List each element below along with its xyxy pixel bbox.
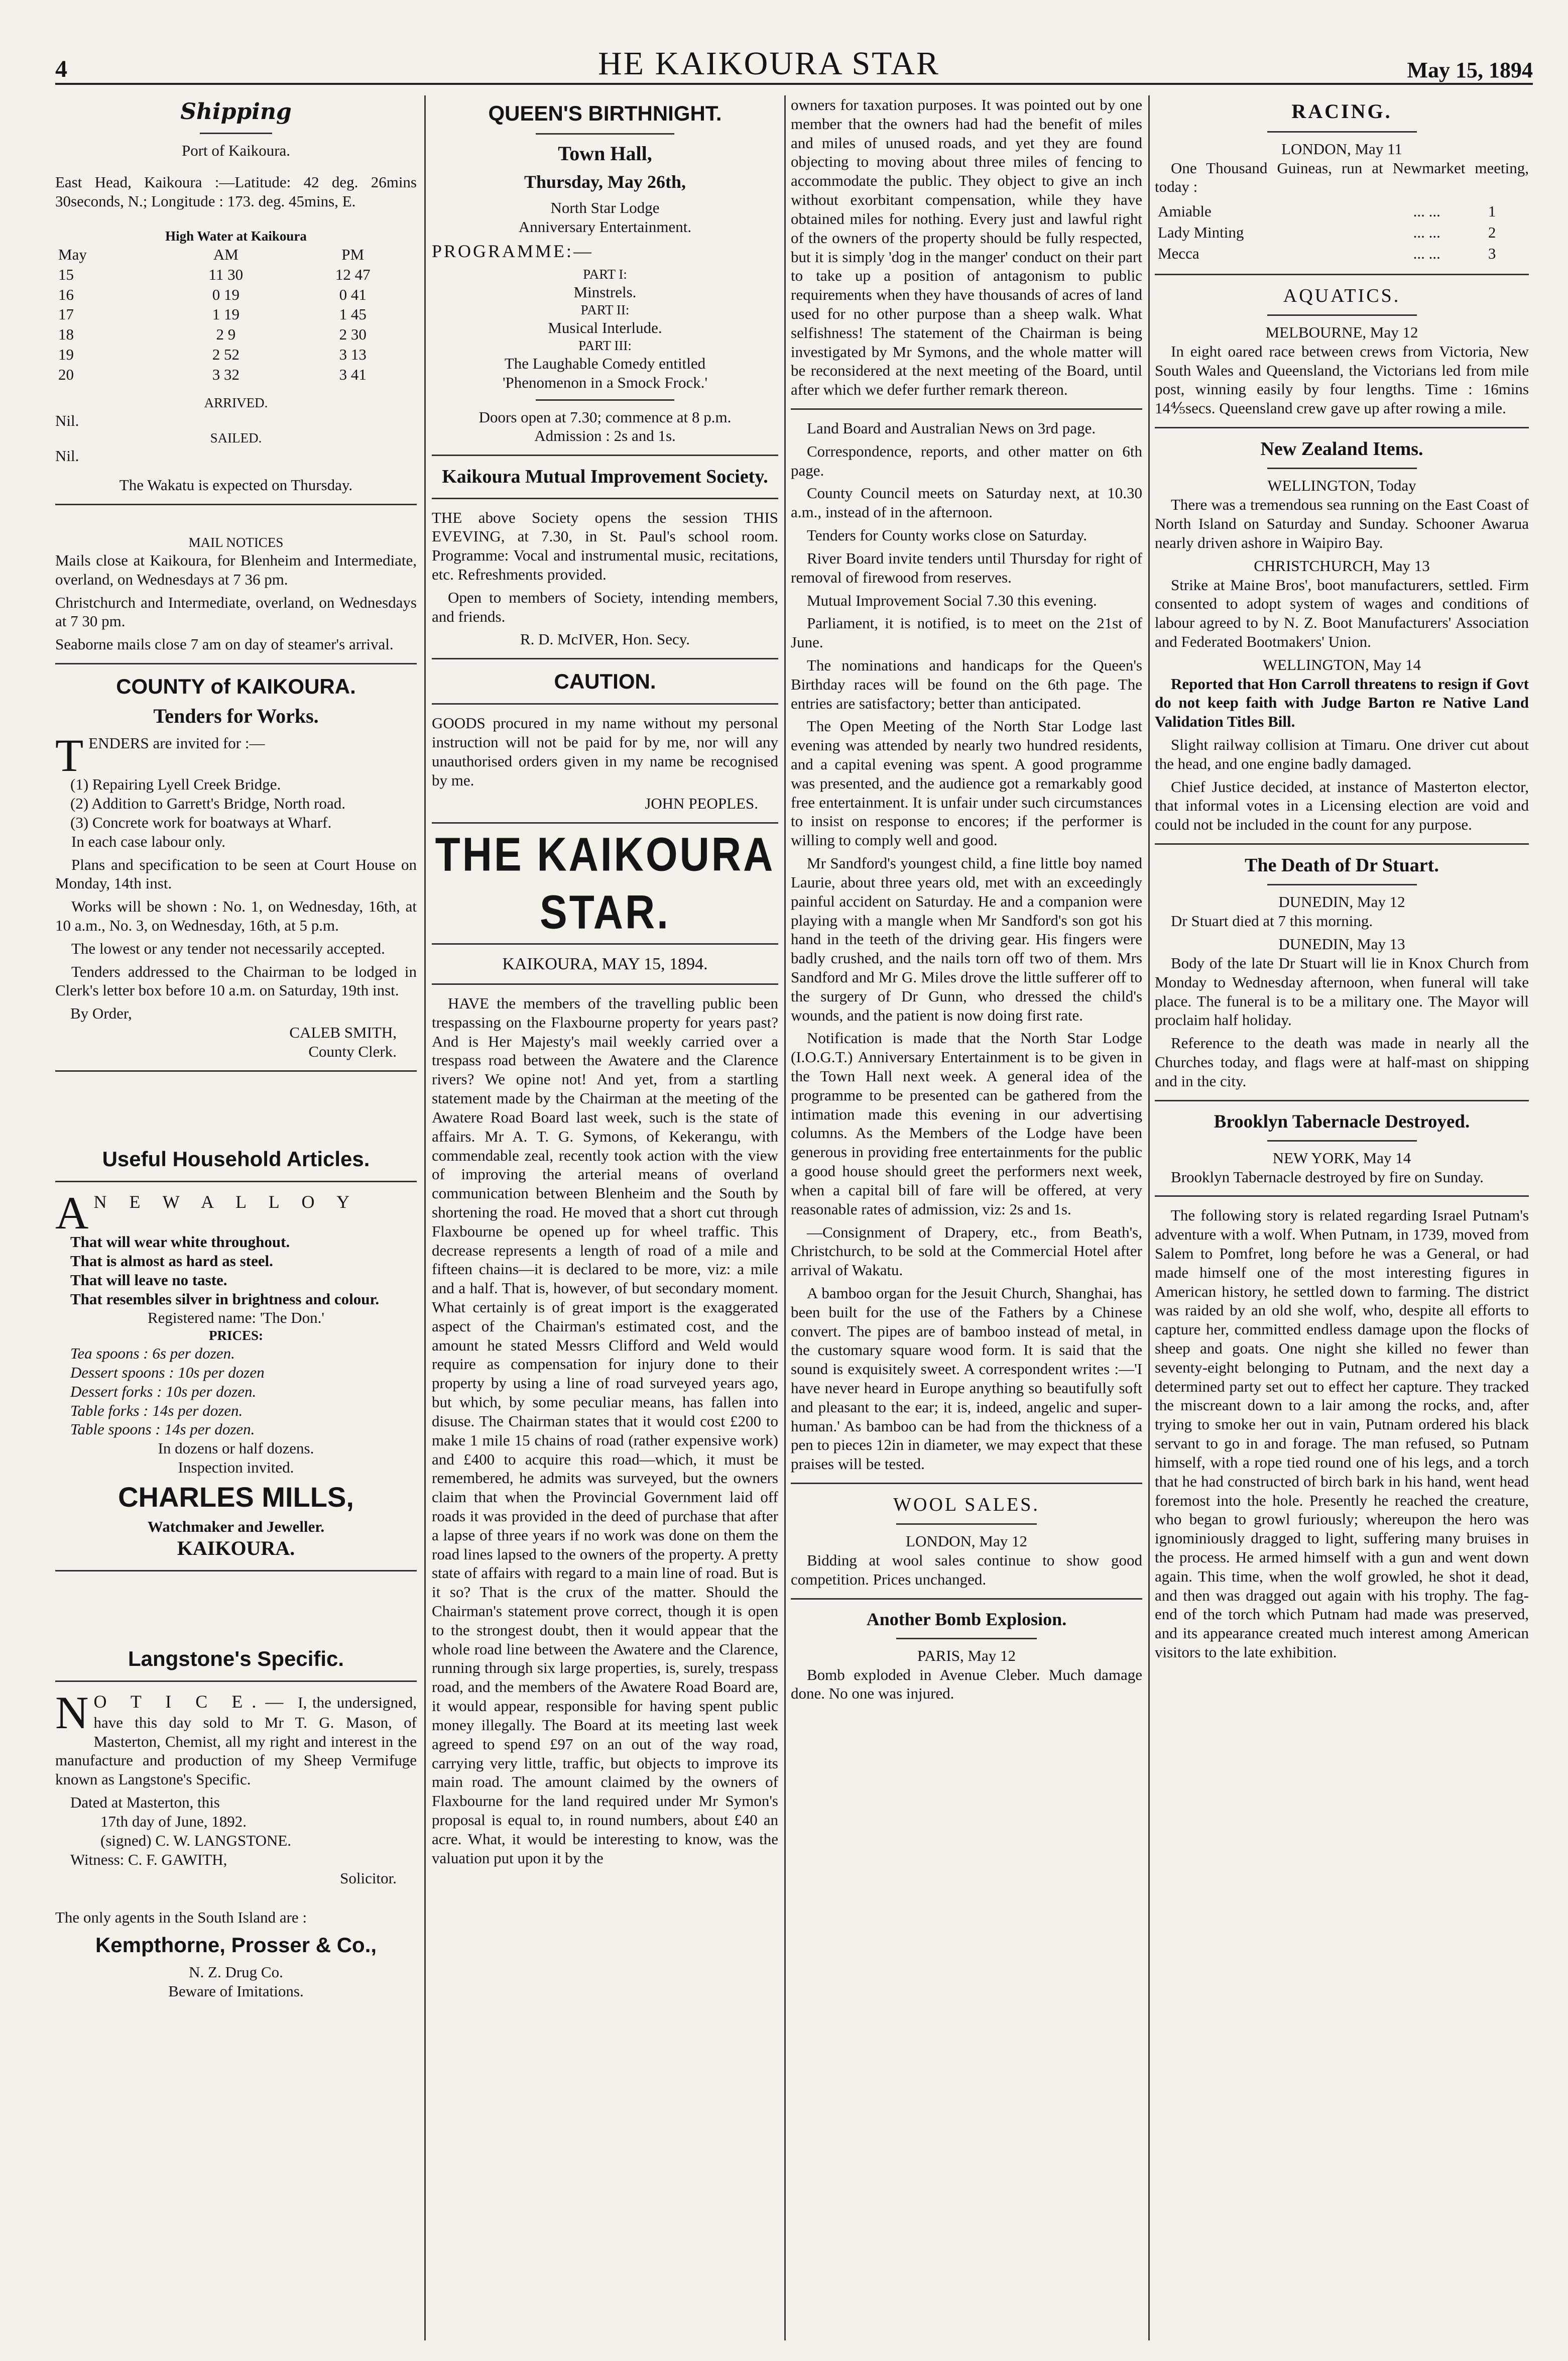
tide-cell: 3 32	[212, 365, 239, 383]
news-item: A bamboo organ for the Jesuit Church, Shanghai, has been built for the use of the Fathers by a Chinese convert. The pipes are of bamboo instead of metal, in the customary square wood form. It is said that the sound is exquisitely sweet. A correspondent writes :—'I have never heard in Europe anything so beautifully soft and pleasant to the ear; it is, indeed, angelic and super-human.' As bamboo can be had from the thickness of a pen to pieces 12in in diameter, we may expect that these praises will be tested.	[791, 1284, 1142, 1473]
divider	[55, 1070, 417, 1072]
tide-col-header: May	[58, 246, 87, 264]
tide-cell: 2 9	[216, 325, 236, 344]
page-number: 4	[55, 56, 67, 82]
divider	[55, 663, 417, 664]
stuart-text: Dr Stuart died at 7 this morning.	[1171, 912, 1373, 930]
news-item: Mr Sandford's youngest child, a fine little boy named Laurie, about three years old, met with an exceedingly painful accident on Saturday. He and a companion were playing with a mangle when Mr Sandford's son got his hand in the teeth of the driving gear. His fingers were badly crushed, and the nails torn off two of them. Mrs Sandford and Mr G. Miles drove the little sufferer off to the surgery of Dr Gunn, who dressed the child's wounds, and the patient is now doing first rate.	[791, 854, 1142, 1024]
tender-item: (3) Concrete work for boatways at Wharf.	[70, 813, 332, 831]
mail-notice: Seaborne mails close 7 am on day of steamer's arrival.	[55, 635, 394, 653]
column-3	[791, 95, 1142, 2340]
divider	[896, 1523, 1037, 1525]
tender-text: The lowest or any tender not necessarily accepted.	[71, 939, 385, 957]
tide-cell: 20	[58, 365, 74, 383]
divider	[200, 133, 272, 134]
tide-table	[55, 245, 417, 385]
issue-date: May 15, 1894	[1407, 58, 1533, 82]
divider	[896, 1638, 1037, 1639]
divider	[432, 703, 778, 705]
alloy-line: That is almost as hard as steel.	[70, 1252, 273, 1270]
stuart-dateline: DUNEDIN, May 13	[1278, 935, 1405, 953]
society-text: Open to members of Society, intending members, and friends.	[432, 588, 778, 625]
page-header	[55, 35, 1533, 85]
editorial-text: HAVE the members of the travelling public been trespassing on the Flaxbourne property for years past? And is Her Majesty's mail weekly carried over a trespass road between the Awatere and the Clarence rivers? We opine not! And yet, from a startling statement made by the Chairman at the meeting of the Awatere Road Board last week, such is the state of affairs. Mr A. T. G. Symons, of Kekerangu, with commendable zeal, recently took action with the view of improving the arterial means of overland communication between Blenheim and the South by shortening the road. He moved that a short cut through Flaxbourne be opened up for wheel traffic. This decrease represents a length of road of a mile and fifteen chains—it is declared to be more, viz: a mile and a half. That is, however, of but secondary moment. What certainly is of great import is the exaggerated aspect of the Chairman's estimated cost, and the amount he stated Messrs Clifford and Weld would require as compensation for injury done to their property by using a line of road surveyed years ago, but which, by some peculiar means, has fallen into disuse. The Chairman states that it would cost £200 to make 1 mile 15 chains of road (rather expensive work) and £400 to acquire this road—which, it must be remembered, he admits was surveyed, but the owners claim that when the Provincial Government laid off roads it was provided in the deed of purchase that after a lapse of three years if no work was done on them the road lines lapsed to the owners of the property. A pretty state of affairs with regard to a main line of road. But is it so? That is the crux of the matter. Should the Chairman's statement prove correct, though it is open to the strongest doubt, then it would appear that the whole road line between the Awatere and the Clarence, running through six large properties, is, surely, trespass road, and the members of the Awatere Road Board are, it would appear, responsible for having spent public money illegally. The Board at its meeting last week agreed to spend £97 on an out of the way road, carrying very little, traffic, but objects to improve its main road. The amount claimed by the owners of Flaxbourne for the land required under Mr Symon's proposal is equal to, in round numbers, about £40 an acre. What, it would be interesting to know, was the valuation put upon it by the	[432, 994, 778, 1867]
port-position: East Head, Kaikoura :—Latitude: 42 deg. 26mins 30seconds, N.; Longitude : 173. deg. 45mins, E.	[55, 173, 417, 210]
brooklyn-text: Brooklyn Tabernacle destroyed by fire on Sunday.	[1171, 1168, 1484, 1186]
divider	[1267, 884, 1417, 885]
tender-text: Plans and specification to be seen at Court House on Monday, 14th inst.	[55, 855, 417, 892]
port-name: Port of Kaikoura.	[181, 141, 291, 159]
divider	[1155, 1100, 1529, 1101]
arrived-label: ARRIVED.	[204, 395, 268, 410]
event-name: Anniversary Entertainment.	[518, 217, 692, 236]
tide-cell: 2 52	[212, 346, 239, 364]
part-label: PART III:	[578, 338, 632, 353]
divider	[1267, 314, 1417, 316]
society-signature: R. D. McIVER, Hon. Secy.	[520, 630, 690, 648]
tide-cell: 2 30	[339, 325, 367, 344]
nz-item: Slight railway collision at Timaru. One driver cut about the head, and one engine badly damaged.	[1155, 736, 1529, 772]
tide-row	[55, 304, 417, 324]
alloy-line: That will wear white throughout.	[70, 1233, 290, 1251]
nz-item: Chief Justice decided, at instance of Masterton elector, that informal votes in a Licensing election are void and could not be included in the count for any purpose.	[1155, 777, 1529, 834]
divider	[432, 658, 778, 659]
notice-text: I, the undersigned, have this day sold to Mr T. G. Mason, of Masterton, Chemist, all my right and interest in the manufacture and production of my Sheep Vermifuge known as Langstone's Specific.	[55, 1693, 417, 1788]
shipping-heading: Shipping	[180, 99, 292, 125]
part-label: PART II:	[580, 302, 630, 318]
tender-item: (2) Addition to Garrett's Bridge, North road.	[70, 795, 345, 813]
tide-cell: 1 45	[339, 305, 367, 323]
admission-note: Admission : 2s and 1s.	[534, 427, 676, 445]
news-item: Mutual Improvement Social 7.30 this evening.	[807, 591, 1097, 609]
divider	[55, 504, 417, 505]
tide-cell: 19	[58, 346, 74, 364]
tenders-intro: ENDERS are invited for :—	[88, 734, 265, 752]
aquatics-dateline: MELBOURNE, May 12	[1265, 323, 1418, 342]
divider	[432, 822, 778, 824]
divider	[791, 408, 1142, 410]
racing-dateline: LONDON, May 11	[1281, 140, 1402, 158]
nz-item: Strike at Maine Bros', boot manufacturers, settled. Firm consented to adopt system of wages and conditions of labour agreed to by N. Z. Boot Manufacturers' Association and Federated Bootmakers' Union.	[1155, 576, 1529, 650]
divider	[55, 1570, 417, 1571]
alloy-line: That will leave no taste.	[70, 1271, 227, 1289]
tender-order: By Order,	[70, 1004, 132, 1023]
part-item: Musical Interlude.	[548, 319, 662, 337]
tender-text: In each case labour only.	[71, 832, 225, 850]
tide-cell: 15	[58, 265, 74, 283]
stuart-heading: The Death of Dr Stuart.	[1245, 855, 1439, 876]
part-item: The Laughable Comedy entitled	[504, 354, 706, 372]
tide-cell: 0 41	[339, 285, 367, 303]
dateline: KAIKOURA, MAY 15, 1894.	[502, 954, 708, 973]
brooklyn-dateline: NEW YORK, May 14	[1272, 1149, 1411, 1167]
column-rule	[1148, 95, 1150, 2340]
news-item: The Open Meeting of the North Star Lodge last evening was attended by nearly two hundred residents, and a capital evening was spent. A good programme was presented, and the audience got a remarkably good free entertainment. It is unfair under such circumstances to insist on response to encores; if the performer is willing to comply well and good.	[791, 717, 1142, 849]
divider	[536, 399, 674, 401]
sailed-value: Nil.	[55, 447, 79, 465]
column-rule	[784, 95, 786, 2340]
alloy-heading: N E W A L L O Y	[93, 1191, 359, 1212]
wakatu-notice: The Wakatu is expected on Thursday.	[119, 476, 353, 494]
advertiser-trade: Watchmaker and Jeweller.	[147, 1518, 325, 1536]
divider	[432, 498, 778, 499]
price-line: Dessert spoons : 10s per dozen	[70, 1363, 265, 1381]
tide-cell: 16	[58, 285, 74, 303]
notice-dated: Dated at Masterton, this	[70, 1793, 220, 1812]
divider	[1155, 274, 1529, 275]
lodge-name: North Star Lodge	[550, 198, 660, 216]
notice-solicitor: Solicitor.	[340, 1869, 397, 1887]
news-item: Correspondence, reports, and other matter on 6th page.	[791, 442, 1142, 479]
agents-note: The only agents in the South Island are :	[55, 1908, 307, 1927]
advertiser-place: KAIKOURA.	[177, 1536, 295, 1559]
doors-note: Doors open at 7.30; commence at 8 p.m.	[478, 408, 732, 426]
news-item: Parliament, it is notified, is to meet on the 21st of June.	[791, 614, 1142, 651]
birthnight-heading: QUEEN'S BIRTHNIGHT.	[488, 101, 722, 125]
agent-name: N. Z. Drug Co.	[189, 1963, 283, 1981]
result-row: Amiable ... ... 1	[1156, 201, 1498, 221]
tide-cell: 3 41	[339, 365, 367, 383]
dozens-note: In dozens or half dozens.	[158, 1439, 314, 1457]
aquatics-heading: AQUATICS.	[1283, 285, 1401, 306]
divider	[432, 455, 778, 456]
editorial-continued: owners for taxation purposes. It was pointed out by one member that the owners had had the benefit of miles and miles of unused roads, and yet they are found objecting to moving about three miles of fencing to accommodate the public. They object to give an inch without exorbitant compensation, while they have obtained miles for nothing. Every just and lawful right of the owners of the property should be fully respected, but it is simply 'dog in the manger' conduct on their part to take up a position of antagonism to public requirements when they have thousands of acres of land used for no other purpose than a sheep walk. What selfishness! The statement of the Chairman is being investigated by Mr Symons, and the whole matter will be reconsidered at the next meeting of the Board, until after which we defer further remark thereon.	[791, 96, 1142, 399]
racing-heading: RACING.	[1291, 100, 1392, 123]
divider	[536, 133, 674, 135]
horse-name: Amiable	[1158, 202, 1212, 220]
nz-dateline: WELLINGTON, May 14	[1262, 655, 1421, 673]
racing-results	[1155, 200, 1499, 264]
nz-item: There was a tremendous sea running on the East Coast of North Island on Saturday and Sunday. Schooner Awarua nearly driven ashore in Waipiro Bay.	[1155, 496, 1529, 551]
divider	[1267, 468, 1417, 469]
notice-day: 17th day of June, 1892.	[100, 1812, 247, 1830]
arrived-value: Nil.	[55, 411, 79, 429]
column-1	[55, 95, 417, 2340]
tender-text: Works will be shown : No. 1, on Wednesday, 16th, at 10 a.m., No. 3, on Wednesday, 16th, at 5 p.m.	[55, 897, 417, 934]
divider	[55, 1181, 417, 1182]
column-4	[1155, 95, 1529, 2340]
divider	[1155, 843, 1529, 845]
placing: 3	[1488, 244, 1496, 262]
nz-item: Reported that Hon Carroll threatens to resign if Govt do not keep faith with Judge Barton re Native Land Validation Titles Bill.	[1155, 674, 1529, 731]
result-row: Mecca ... ... 3	[1156, 244, 1498, 264]
registered-name: Registered name: 'The Don.'	[147, 1309, 325, 1327]
venue: Town Hall,	[558, 142, 652, 165]
tide-col-header: PM	[341, 246, 365, 264]
nz-dateline: CHRISTCHURCH, May 13	[1254, 556, 1430, 575]
putnam-story: The following story is related regarding Israel Putnam's adventure with a wolf. When Putnam, in 1739, moved from Salem to Pomfret, long before he was a General, or had made himself one of the most interesting figures in American history, he settled down to farming. The district was raided by an old she wolf, who, despite all efforts to capture her, committed endless damage upon the flocks of sheep and goats. One night she killed no fewer than seventy-eight belonging to Putnam, and the next day a determined party set out to effect her capture. They tracked the miscreant down to a lair among the rocks, and, after trying to smoke her out in vain, Putnam ordered his black servant to go in and forage. The man refused, so Putnam himself, with a rope tied round one of his legs, and a torch that he had constructed of birch bark in his hand, went head foremost into the hole. Presently he reached the creature, who began to growl furiously; whereupon the hero was ignominiously dragged to light, suffering many bruises in the process. He armed himself with a gun and went down again. This time, when the wolf growled, he shot it dead, and then was dragged out again with his trophy. The fag-end of the torch which Putnam had made was preserved, and its appearance created much interest among American visitors to the late exhibition.	[1155, 1206, 1529, 1661]
inspection-note: Inspection invited.	[178, 1458, 294, 1476]
tide-row	[55, 265, 417, 285]
part-item: 'Phenomenon in a Smock Frock.'	[502, 373, 708, 391]
divider	[1267, 1140, 1417, 1142]
tide-cell: 17	[58, 305, 74, 323]
alloy-line: That resembles silver in brightness and colour.	[70, 1290, 380, 1308]
newspaper-title: HE KAIKOURA STAR	[598, 45, 940, 82]
notice-heading: O T I C E.—	[93, 1691, 293, 1712]
news-item: —Consignment of Drapery, etc., from Beath's, Christchurch, to be sold at the Commercial Hotel after arrival of Wakatu.	[791, 1223, 1142, 1279]
langstone-heading: Langstone's Specific.	[128, 1646, 344, 1670]
part-label: PART I:	[583, 267, 627, 282]
tender-item: (1) Repairing Lyell Creek Bridge.	[70, 775, 281, 794]
mail-notice: Mails close at Kaikoura, for Blenheim and Intermediate, overland, on Wednesdays at 7 36 pm.	[55, 551, 417, 588]
news-item: The nominations and handicaps for the Queen's Birthday races will be found on the 6th page. The entries are satisfactory; better than anticipated.	[791, 656, 1142, 712]
tide-row	[55, 345, 417, 365]
tide-col-header: AM	[213, 246, 238, 264]
tide-row	[55, 324, 417, 345]
divider	[791, 1483, 1142, 1484]
news-item: River Board invite tenders until Thursday for right of removal of firewood from reserves.	[791, 549, 1142, 586]
price-line: Dessert forks : 10s per dozen.	[70, 1382, 257, 1400]
stuart-text: Reference to the death was made in nearly all the Churches today, and flags were at half-mast on shipping and in the city.	[1155, 1034, 1529, 1090]
notice-signed: (signed) C. W. LANGSTONE.	[100, 1831, 292, 1849]
dropcap: N	[55, 1687, 89, 1738]
news-item: Land Board and Australian News on 3rd page.	[807, 419, 1096, 437]
price-line: Table forks : 14s per dozen.	[70, 1401, 243, 1419]
sailed-label: SAILED.	[210, 430, 262, 446]
news-item: Notification is made that the North Star Lodge (I.O.G.T.) Anniversary Entertainment is to be given in the Town Hall next week. A general idea of the programme to be presented can be gathered from the intimation made this evening in our advertising columns. As the Members of the Lodge have been generous in providing free entertainments for the public a good house should greet the performers next week, when a capital bill of fare will be offered, at very reasonable rates of admission, viz: 2s and 1s.	[791, 1029, 1142, 1218]
stuart-text: Body of the late Dr Stuart will lie in Knox Church from Monday to Wednesday afternoon, when funeral will take place. The funeral is to be a military one. The Mayor will proclaim half holiday.	[1155, 954, 1529, 1029]
brooklyn-heading: Brooklyn Tabernacle Destroyed.	[1214, 1111, 1470, 1132]
tide-cell: 1 19	[212, 305, 239, 323]
bomb-dateline: PARIS, May 12	[917, 1646, 1016, 1664]
tide-row	[55, 285, 417, 305]
bomb-heading: Another Bomb Explosion.	[866, 1609, 1067, 1629]
divider	[55, 1680, 417, 1682]
nz-items-heading: New Zealand Items.	[1260, 438, 1423, 460]
divider	[432, 983, 778, 985]
horse-name: Mecca	[1158, 244, 1199, 262]
prices-heading: PRICES:	[208, 1328, 263, 1343]
tide-cell: 18	[58, 325, 74, 344]
racing-text: One Thousand Guineas, run at Newmarket meeting, today :	[1155, 159, 1529, 196]
mail-notice: Christchurch and Intermediate, overland, on Wednesdays at 7 30 pm.	[55, 593, 417, 630]
beware-note: Beware of Imitations.	[168, 1982, 304, 2000]
divider	[1155, 1195, 1529, 1197]
wool-text: Bidding at wool sales continue to show good competition. Prices unchanged.	[791, 1551, 1142, 1589]
society-text: THE above Society opens the session THIS EVEVING, at 7.30, in St. Paul's school room. Programme: Vocal and instrumental music, recitations, etc. Refreshments provided.	[432, 508, 778, 583]
event-date: Thursday, May 26th,	[524, 172, 686, 192]
dropcap: A	[55, 1187, 89, 1239]
society-heading: Kaikoura Mutual Improvement Society.	[442, 466, 768, 488]
price-line: Table spoons : 14s per dozen.	[70, 1420, 255, 1438]
tide-header-row	[55, 245, 417, 265]
tide-cell: 11 30	[208, 265, 244, 283]
tide-cell: 0 19	[212, 285, 239, 303]
programme-heading: PROGRAMME:—	[432, 241, 594, 261]
wool-dateline: LONDON, May 12	[906, 1532, 1027, 1550]
signature-title: County Clerk.	[308, 1042, 397, 1060]
agent-name: Kempthorne, Prosser & Co.,	[95, 1933, 377, 1957]
aquatics-text: In eight oared race between crews from Victoria, New South Wales and Queensland, the Victorians led from mile post, winning easily by four lengths. Time : 16mins 14⅘secs. Queensland crew gave up after rowing a mile.	[1155, 342, 1529, 417]
column-rule	[424, 95, 426, 2340]
part-item: Minstrels.	[573, 283, 637, 301]
tenders-heading: Tenders for Works.	[153, 705, 319, 728]
county-heading: COUNTY of KAIKOURA.	[116, 674, 356, 699]
news-item: Tenders for County works close on Saturday.	[807, 526, 1088, 544]
result-row: Lady Minting ... ... 2	[1156, 222, 1498, 243]
tender-text: Tenders addressed to the Chairman to be lodged in Clerk's letter box before 10 a.m. on Saturday, 19th inst.	[55, 962, 417, 999]
tide-cell: 3 13	[339, 346, 367, 364]
nz-dateline: WELLINGTON, Today	[1267, 477, 1416, 495]
notice-witness: Witness: C. F. GAWITH,	[70, 1850, 227, 1868]
price-line: Tea spoons : 6s per dozen.	[70, 1344, 235, 1363]
household-heading: Useful Household Articles.	[102, 1147, 370, 1171]
placing: 2	[1488, 223, 1496, 242]
caution-heading: CAUTION.	[554, 669, 656, 694]
divider	[432, 943, 778, 945]
tide-heading: High Water at Kaikoura	[165, 229, 307, 244]
placing: 1	[1488, 202, 1496, 220]
caution-text: GOODS procured in my name without my personal instruction will not be paid for by me, nor will any unauthorised orders given in my name be recognised by me.	[432, 714, 778, 789]
mail-heading: MAIL NOTICES	[188, 535, 284, 550]
wool-heading: WOOL SALES.	[893, 1494, 1040, 1516]
advertiser-name: CHARLES MILLS,	[118, 1481, 354, 1513]
tide-row	[55, 365, 417, 385]
masthead: THE KAIKOURA STAR.	[435, 828, 775, 939]
news-item: County Council meets on Saturday next, at 10.30 a.m., instead of in the afternoon.	[791, 484, 1142, 521]
bomb-text: Bomb exploded in Avenue Cleber. Much damage done. No one was injured.	[791, 1665, 1142, 1703]
horse-name: Lady Minting	[1158, 223, 1244, 242]
signature: CALEB SMITH,	[289, 1024, 397, 1042]
divider	[1267, 131, 1417, 133]
dropcap: T	[55, 730, 84, 781]
divider	[791, 1598, 1142, 1600]
divider	[1155, 427, 1529, 428]
column-2	[432, 95, 778, 2340]
caution-signature: JOHN PEOPLES.	[645, 794, 758, 812]
stuart-dateline: DUNEDIN, May 12	[1278, 893, 1405, 911]
tide-cell: 12 47	[335, 265, 371, 283]
